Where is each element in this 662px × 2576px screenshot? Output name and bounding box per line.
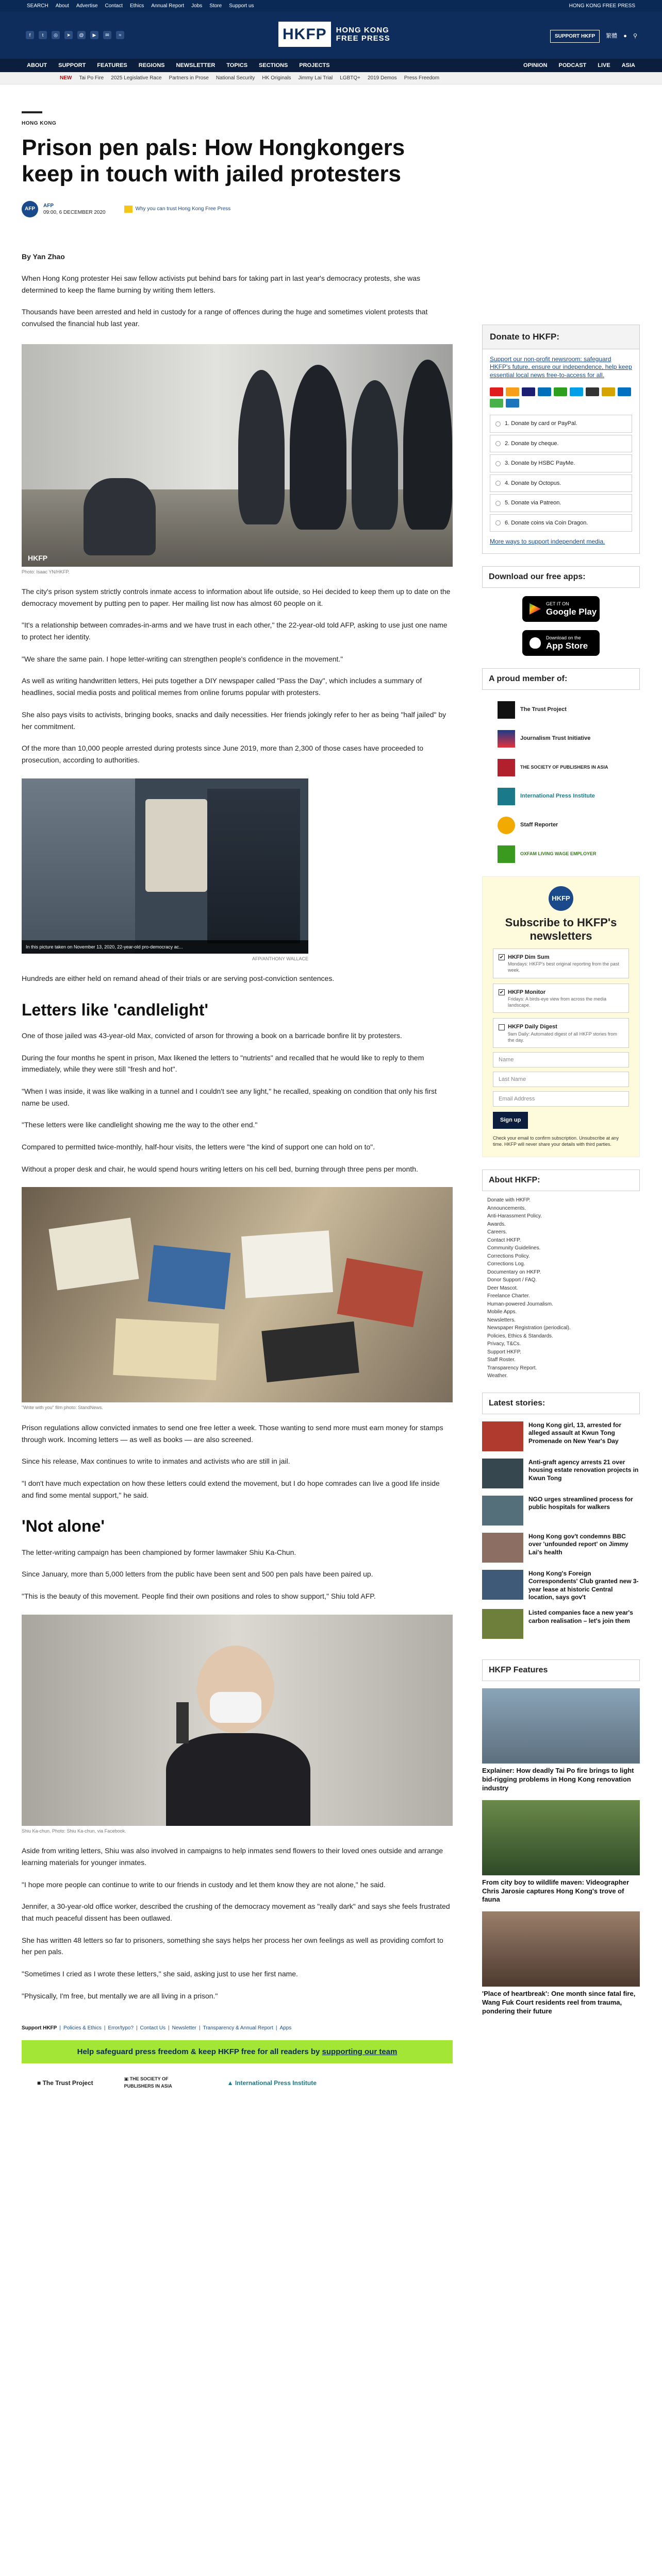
newsletter-option[interactable]: ✔ HKFP Dim Sum Mondays: HKFP's best original reporting from the past week.	[493, 948, 629, 978]
author-avatar[interactable]: AFP	[22, 201, 38, 217]
member-logo[interactable]: Journalism Trust Initiative	[498, 730, 640, 748]
paragraph: Aside from writing letters, Shiu was also involved in campaigns to help inmates send flowers to their loved ones outside and arrange learning materials for younger inmates.	[22, 1846, 443, 1867]
member-logo[interactable]: Staff Reporter	[498, 817, 640, 834]
paragraph: "Physically, I'm free, but mentally we are all living in a prison."	[22, 1991, 218, 2000]
feature-story[interactable]: 'Place of heartbreak': One month since fatal fire, Wang Fuk Court residents reel from trauma, pondering their future	[482, 1911, 640, 2016]
trending-bar	[0, 72, 662, 84]
story-title: NGO urges streamlined process for public hospitals for walkers	[528, 1495, 633, 1511]
support-link[interactable]: Transparency & Annual Report	[203, 2025, 273, 2031]
topbar-link-jobs[interactable]: Jobs	[191, 3, 203, 9]
trending-item[interactable]: HK Originals	[262, 75, 291, 81]
nav-topics[interactable]: TOPICS	[226, 62, 248, 69]
story-thumbnail	[482, 1609, 523, 1639]
embed-caption: In this picture taken on November 13, 2020, 22-year-old pro-democracy ac...	[22, 940, 308, 954]
nav-asia[interactable]: ASIA	[621, 62, 635, 69]
letters-video-embed[interactable]	[22, 778, 308, 954]
protest-photo	[22, 344, 453, 567]
trending-item[interactable]: LGBTQ+	[340, 75, 360, 81]
apps-title: Download our free apps:	[482, 566, 640, 588]
topbar	[0, 0, 662, 11]
payment-method-icon	[618, 387, 631, 396]
payment-method-icon	[538, 387, 551, 396]
about-link[interactable]: Policies, Ethics & Standards.	[487, 1333, 553, 1339]
social-icons	[26, 31, 144, 39]
payment-method-icon	[554, 387, 567, 396]
trust-link[interactable]: Why you can trust Hong Kong Free Press	[124, 205, 231, 213]
member-title: A proud member of:	[482, 668, 640, 690]
logo-mark: HKFP	[278, 22, 331, 47]
paragraph: "This is the beauty of this movement. People find their own positions and roles to show support," Shiu told AFP.	[22, 1592, 376, 1601]
facebook-icon[interactable]: f	[26, 31, 34, 39]
mail-icon[interactable]: ✉	[103, 31, 111, 39]
about-link[interactable]: Community Guidelines.	[487, 1245, 541, 1251]
about-link[interactable]: Corrections Policy.	[487, 1253, 530, 1259]
header-actions	[550, 30, 637, 43]
publish-date: 09:00, 6 DECEMBER 2020	[43, 209, 106, 215]
support-link[interactable]: Contact Us	[140, 2025, 166, 2031]
author-meta	[22, 199, 453, 219]
about-link[interactable]: Newspaper Registration (periodical).	[487, 1325, 571, 1331]
payment-method-icon	[586, 387, 599, 396]
site-header	[0, 11, 662, 59]
story-title: Hong Kong's Foreign Correspondents' Club granted new 3-year lease at historic Central location, says gov't	[528, 1569, 639, 1601]
paragraph: The letter-writing campaign has been championed by former lawmaker Shiu Ka-Chun.	[22, 1548, 296, 1556]
donate-text[interactable]: Support our non-profit newsroom: safeguard HKFP's future, ensure our independence, help keep essential local news free-to-access for all.	[490, 355, 632, 379]
donate-option[interactable]: 6. Donate coins via Coin Dragon.	[490, 514, 632, 532]
about-link[interactable]: Weather.	[487, 1373, 508, 1379]
story-thumbnail	[482, 1570, 523, 1600]
paragraph: As well as writing handwritten letters, Hei puts together a DIY newspaper called "Pass the Day", which includes a summary of headlines, social media posts and political memes from online forums popular with protesters.	[22, 676, 422, 697]
letters-photo	[22, 1187, 453, 1402]
about-link[interactable]: Documentary on HKFP.	[487, 1269, 541, 1275]
trending-item[interactable]: Tai Po Fire	[79, 75, 104, 81]
about-link[interactable]: Donate with HKFP.	[487, 1197, 531, 1204]
story-title: Hong Kong girl, 13, arrested for alleged assault at Kwun Tong Promenade on New Year's Day	[528, 1421, 622, 1445]
support-banner[interactable]: Help safeguard press freedom & keep HKFP free for all readers by supporting our team	[22, 2040, 453, 2063]
donate-box	[482, 325, 640, 554]
support-link[interactable]: Apps	[279, 2025, 292, 2031]
trending-item[interactable]: Partners in Prose	[169, 75, 209, 81]
sopa-logo[interactable]: ▣ THE SOCIETY OF PUBLISHERS IN ASIA	[124, 2076, 172, 2089]
story-thumbnail	[482, 1459, 523, 1488]
latest-title: Latest stories:	[482, 1393, 640, 1414]
donate-option[interactable]: 2. Donate by cheque.	[490, 435, 632, 453]
payment-method-icon	[570, 387, 583, 396]
email-input[interactable]: Email Address	[493, 1091, 629, 1107]
support-hkfp-button[interactable]: SUPPORT HKFP	[550, 30, 600, 43]
twitter-icon[interactable]: t	[39, 31, 47, 39]
feature-image	[482, 1688, 640, 1764]
checkbox[interactable]: ✔	[499, 989, 504, 995]
about-link[interactable]: Staff Roster.	[487, 1357, 516, 1363]
trust-icon	[124, 206, 133, 213]
trending-item[interactable]: Jimmy Lai Trial	[298, 75, 333, 81]
article-title: Prison pen pals: How Hongkongers keep in touch with jailed protesters	[22, 135, 405, 187]
paragraph: Jennifer, a 30-year-old office worker, described the crushing of the democracy movement as "really dark" and says she feels frustrated that much peaceful dissent has been outlawed.	[22, 1902, 450, 1922]
nav-live[interactable]: LIVE	[598, 62, 610, 69]
paragraph: Of the more than 10,000 people arrested during protests since June 2019, more than 2,300 of those cases have proceeded to prosecution, according to authorities.	[22, 744, 424, 764]
newsletter-logo: HKFP	[549, 886, 573, 911]
nav-projects[interactable]: PROJECTS	[299, 62, 330, 69]
donate-title: Donate to HKFP:	[483, 325, 639, 349]
paragraph: Prison regulations allow convicted inmates to send one free letter a week. Those wanting to send more must earn money for stamps through work. Incoming letters — as well as books — are also screened.	[22, 1423, 443, 1444]
about-link[interactable]: Donor Support / FAQ.	[487, 1277, 537, 1283]
about-link[interactable]: Mobile Apps.	[487, 1309, 517, 1315]
paragraph: During the four months he spent in prison, Max likened the letters to "nutrients" and recalled that he would like to reply to them immediately, while they were still "fresh and hot".	[22, 1053, 424, 1074]
about-link[interactable]: Announcements.	[487, 1205, 526, 1211]
signup-button[interactable]: Sign up	[493, 1112, 528, 1129]
author-name[interactable]: AFP	[43, 202, 54, 209]
app-store-button[interactable]: Download on the App Store	[522, 630, 600, 656]
nav-regions[interactable]: REGIONS	[138, 62, 165, 69]
paragraph: "When I was inside, it was like walking in a tunnel and I couldn't see any light," he recalled, speaking on condition that only his first name be used.	[22, 1087, 437, 1107]
checkbox[interactable]	[499, 1024, 505, 1030]
new-label: NEW	[60, 75, 72, 81]
checkbox[interactable]: ✔	[499, 954, 504, 960]
sidebar	[482, 325, 640, 2016]
paragraph: Compared to permitted twice-monthly, half-hour visits, the letters were "the kind of support one can hold on to".	[22, 1143, 375, 1151]
footer-logos	[22, 2076, 453, 2090]
latest-story[interactable]	[482, 1421, 640, 1451]
payment-method-icon	[522, 387, 535, 396]
photo-caption: Shiu Ka-chun. Photo: Shiu Ka-chun, via Facebook.	[22, 1828, 126, 1834]
member-logo[interactable]: THE SOCIETY OF PUBLISHERS IN ASIA	[498, 759, 640, 776]
payment-method-icon	[506, 399, 519, 408]
about-link[interactable]: Contact HKFP.	[487, 1237, 521, 1243]
paragraph: The city's prison system strictly controls inmate access to information about life outside, so Hei decided to keep them up to date on the democracy movement by putting pen to paper. Her mailing list now has almost 60 people on it.	[22, 587, 451, 607]
story-title: Anti-graft agency arrests 21 over housing estate renovation projects in Kwun Tong	[528, 1458, 639, 1482]
topbar-brand: HONG KONG FREE PRESS	[569, 3, 635, 9]
hkfp-watermark: HKFP	[28, 553, 48, 562]
title-rule	[22, 111, 42, 113]
paragraph: "I don't have much expectation on how these letters could extend the movement, but I do hope comrades can live a good life inside and find some mental support," he said.	[22, 1479, 440, 1499]
trust-project-logo[interactable]: ■ The Trust Project	[37, 2079, 93, 2087]
trending-item[interactable]: Press Freedom	[404, 75, 440, 81]
story-thumbnail	[482, 1421, 523, 1451]
support-link[interactable]: Error/typo?	[108, 2025, 134, 2031]
topbar-link-ethics[interactable]: Ethics	[129, 3, 144, 9]
newsletter-option[interactable]: HKFP Daily Digest 9am Daily: Automated digest of all HKFP stories from the day.	[493, 1018, 629, 1048]
search-icon[interactable]: ⚲	[633, 33, 637, 40]
name-input[interactable]: Name	[493, 1052, 629, 1067]
embed-credit: AFP/ANTHONY WALLACE	[252, 956, 308, 961]
support-links: Support HKFP | Policies & Ethics | Error/typo? | Contact Us | Newsletter | Transparency & Annual Report | Apps	[22, 2025, 292, 2031]
section-heading: 'Not alone'	[22, 1517, 105, 1536]
topbar-link-report[interactable]: Annual Report	[151, 3, 185, 9]
donate-option[interactable]: 5. Donate via Patreon.	[490, 494, 632, 512]
paragraph: When Hong Kong protester Hei saw fellow activists put behind bars for taking part in last year's democracy protests, she was determined to keep the flame burning by writing them letters.	[22, 274, 421, 294]
google-play-button[interactable]: GET IT ON Google Play	[522, 596, 600, 622]
about-title: About HKFP:	[482, 1170, 640, 1191]
paragraph: "Sometimes I cried as I wrote these letters," she said, asking just to use her first name.	[22, 1969, 298, 1978]
support-link[interactable]: Newsletter	[172, 2025, 196, 2031]
story-thumbnail	[482, 1496, 523, 1526]
latest-story[interactable]	[482, 1570, 640, 1602]
nav-about[interactable]: ABOUT	[27, 62, 47, 69]
member-logo[interactable]: OXFAM LIVING WAGE EMPLOYER	[498, 845, 640, 863]
article-category[interactable]: HONG KONG	[22, 121, 57, 126]
latest-stories	[482, 1421, 640, 1639]
instagram-icon[interactable]: ◎	[52, 31, 60, 39]
youtube-icon[interactable]: ▶	[90, 31, 98, 39]
language-toggle[interactable]: 繁體	[606, 33, 618, 40]
paragraph: Hundreds are either held on remand ahead of their trials or are serving post-conviction sentences.	[22, 974, 335, 983]
paragraph: "We share the same pain. I hope letter-writing can strengthen people's confidence in the movement."	[22, 654, 343, 663]
about-link[interactable]: Privacy, T&Cs.	[487, 1341, 521, 1347]
about-link[interactable]: Corrections Log.	[487, 1261, 525, 1267]
byline: By Yan Zhao	[22, 252, 65, 261]
latest-story[interactable]	[482, 1533, 640, 1563]
about-link[interactable]: Human-powered Journalism.	[487, 1301, 553, 1307]
donate-option[interactable]: 3. Donate by HSBC PayMe.	[490, 454, 632, 472]
main-nav	[0, 59, 662, 72]
about-link[interactable]: Transparency Report.	[487, 1365, 537, 1371]
payment-method-icon	[490, 399, 503, 408]
about-link[interactable]: Awards.	[487, 1221, 506, 1227]
site-logo[interactable]	[278, 22, 390, 47]
ipi-logo[interactable]: ▲ International Press Institute	[227, 2079, 317, 2087]
section-heading: Letters like 'candlelight'	[22, 1000, 208, 1019]
play-icon	[529, 603, 541, 615]
about-link[interactable]: Newsletters.	[487, 1317, 516, 1323]
story-thumbnail	[482, 1533, 523, 1563]
topbar-link-about[interactable]: About	[55, 3, 69, 9]
newsletter-option[interactable]: ✔ HKFP Monitor Fridays: A birds-eye view from across the media landscape.	[493, 984, 629, 1013]
newsletter-title: Subscribe to HKFP's newsletters	[505, 916, 617, 943]
about-link[interactable]: Anti-Harassment Policy.	[487, 1213, 542, 1219]
nav-newsletter[interactable]: NEWSLETTER	[176, 62, 216, 69]
latest-story[interactable]	[482, 1459, 640, 1488]
payment-method-icon	[506, 387, 519, 396]
support-title[interactable]: Support HKFP	[22, 2025, 57, 2031]
features-title: HKFP Features	[482, 1659, 640, 1681]
latest-story[interactable]	[482, 1609, 640, 1639]
about-link[interactable]: Support HKFP.	[487, 1349, 521, 1355]
nav-features[interactable]: FEATURES	[97, 62, 127, 69]
nav-podcast[interactable]: PODCAST	[558, 62, 587, 69]
photo-caption: "Write with you" film photo: StandNews.	[22, 1405, 103, 1411]
topbar-link-contact[interactable]: Contact	[105, 3, 123, 9]
newsletter-fine-print: Check your email to confirm subscription. Unsubscribe at any time. HKFP will never share your details with third parties.	[493, 1135, 619, 1147]
nav-sections[interactable]: SECTIONS	[259, 62, 288, 69]
payment-icons	[490, 387, 632, 408]
trending-item[interactable]: 2019 Demos	[367, 75, 397, 81]
paragraph: Since his release, Max continues to write to inmates and activists who are still in jail.	[22, 1457, 290, 1466]
trending-item[interactable]: National Security	[216, 75, 255, 81]
topbar-link-support[interactable]: Support us	[229, 3, 254, 9]
article	[22, 84, 453, 2090]
paragraph: She has written 48 letters so far to prisoners, something she says helps her process her own feelings as well as providing comfort to her pen pals.	[22, 1936, 443, 1956]
feature-image	[482, 1911, 640, 1987]
topbar-link-store[interactable]: Store	[209, 3, 222, 9]
donate-option[interactable]: 4. Donate by Octopus.	[490, 474, 632, 493]
feature-image	[482, 1800, 640, 1875]
member-logo[interactable]: The Trust Project	[498, 701, 640, 719]
feature-story[interactable]: Explainer: How deadly Tai Po fire brings to light bid-rigging problems in Hong Kong renovation industry	[482, 1688, 640, 1793]
paragraph: One of those jailed was 43-year-old Max, convicted of arson for throwing a book on a barricade bonfire lit by protesters.	[22, 1031, 402, 1040]
last-name-input[interactable]: Last Name	[493, 1072, 629, 1087]
story-title: Hong Kong gov't condemns BBC over 'unfounded report' on Jimmy Lai's health	[528, 1532, 628, 1556]
paragraph: "I hope more people can continue to write to our friends in custody and let them know they are not alone," he said.	[22, 1880, 386, 1889]
rss-icon[interactable]: ≈	[116, 31, 124, 39]
support-link[interactable]: Policies & Ethics	[63, 2025, 102, 2031]
feature-story[interactable]: From city boy to wildlife maven: Videographer Chris Jarosie captures Hong Kong's trove of fauna	[482, 1800, 640, 1905]
latest-story[interactable]	[482, 1496, 640, 1526]
about-list	[487, 1196, 640, 1380]
trending-item[interactable]: 2025 Legislative Race	[111, 75, 162, 81]
threads-icon[interactable]: @	[77, 31, 86, 39]
payment-method-icon	[602, 387, 615, 396]
search-link[interactable]: SEARCH	[27, 3, 48, 9]
paragraph: "It's a relationship between comrades-in-arms and we have trust in each other," the 22-year-old told AFP, asking to use just one name to protect her identity.	[22, 621, 448, 641]
paragraph: Since January, more than 5,000 letters from the public have been sent and 500 pen pals have been paired up.	[22, 1570, 373, 1579]
apple-icon	[529, 637, 541, 649]
member-logo[interactable]: International Press Institute	[498, 788, 640, 805]
topbar-link-advertise[interactable]: Advertise	[76, 3, 98, 9]
account-icon[interactable]: ●	[623, 33, 627, 40]
paragraph: Thousands have been arrested and held in custody for a range of offences during the huge and sometimes violent protests that convulsed the financial hub last year.	[22, 308, 428, 328]
paragraph: "These letters were like candlelight showing me the way to the other end."	[22, 1121, 258, 1129]
payment-method-icon	[490, 387, 503, 396]
story-title: Listed companies face a new year's carbon realisation – let's join them	[528, 1608, 633, 1624]
newsletter-box	[482, 876, 640, 1157]
support-team-link[interactable]: supporting our team	[322, 2047, 398, 2057]
nav-support[interactable]: SUPPORT	[58, 62, 86, 69]
photo-caption: Photo: Isaac YN/HKFP.	[22, 569, 70, 574]
more-ways-link[interactable]: More ways to support independent media.	[490, 538, 605, 546]
paragraph: Without a proper desk and chair, he would spend hours writing letters on his cell bed, burning through three pens per month.	[22, 1164, 418, 1173]
telegram-icon[interactable]: ➤	[64, 31, 73, 39]
paragraph: She also pays visits to activists, bringing books, snacks and daily necessities. Her friends jokingly refer to her as being "half jailed" by her commitment.	[22, 710, 446, 731]
about-link[interactable]: Freelance Charter.	[487, 1293, 530, 1299]
nav-opinion[interactable]: OPINION	[523, 62, 548, 69]
donate-option[interactable]: 1. Donate by card or PayPal.	[490, 415, 632, 433]
about-link[interactable]: Careers.	[487, 1229, 507, 1235]
about-link[interactable]: Deer Mascot.	[487, 1285, 518, 1291]
logo-text: HONG KONG FREE PRESS	[336, 25, 390, 43]
shiu-ka-chun-photo	[22, 1615, 453, 1826]
